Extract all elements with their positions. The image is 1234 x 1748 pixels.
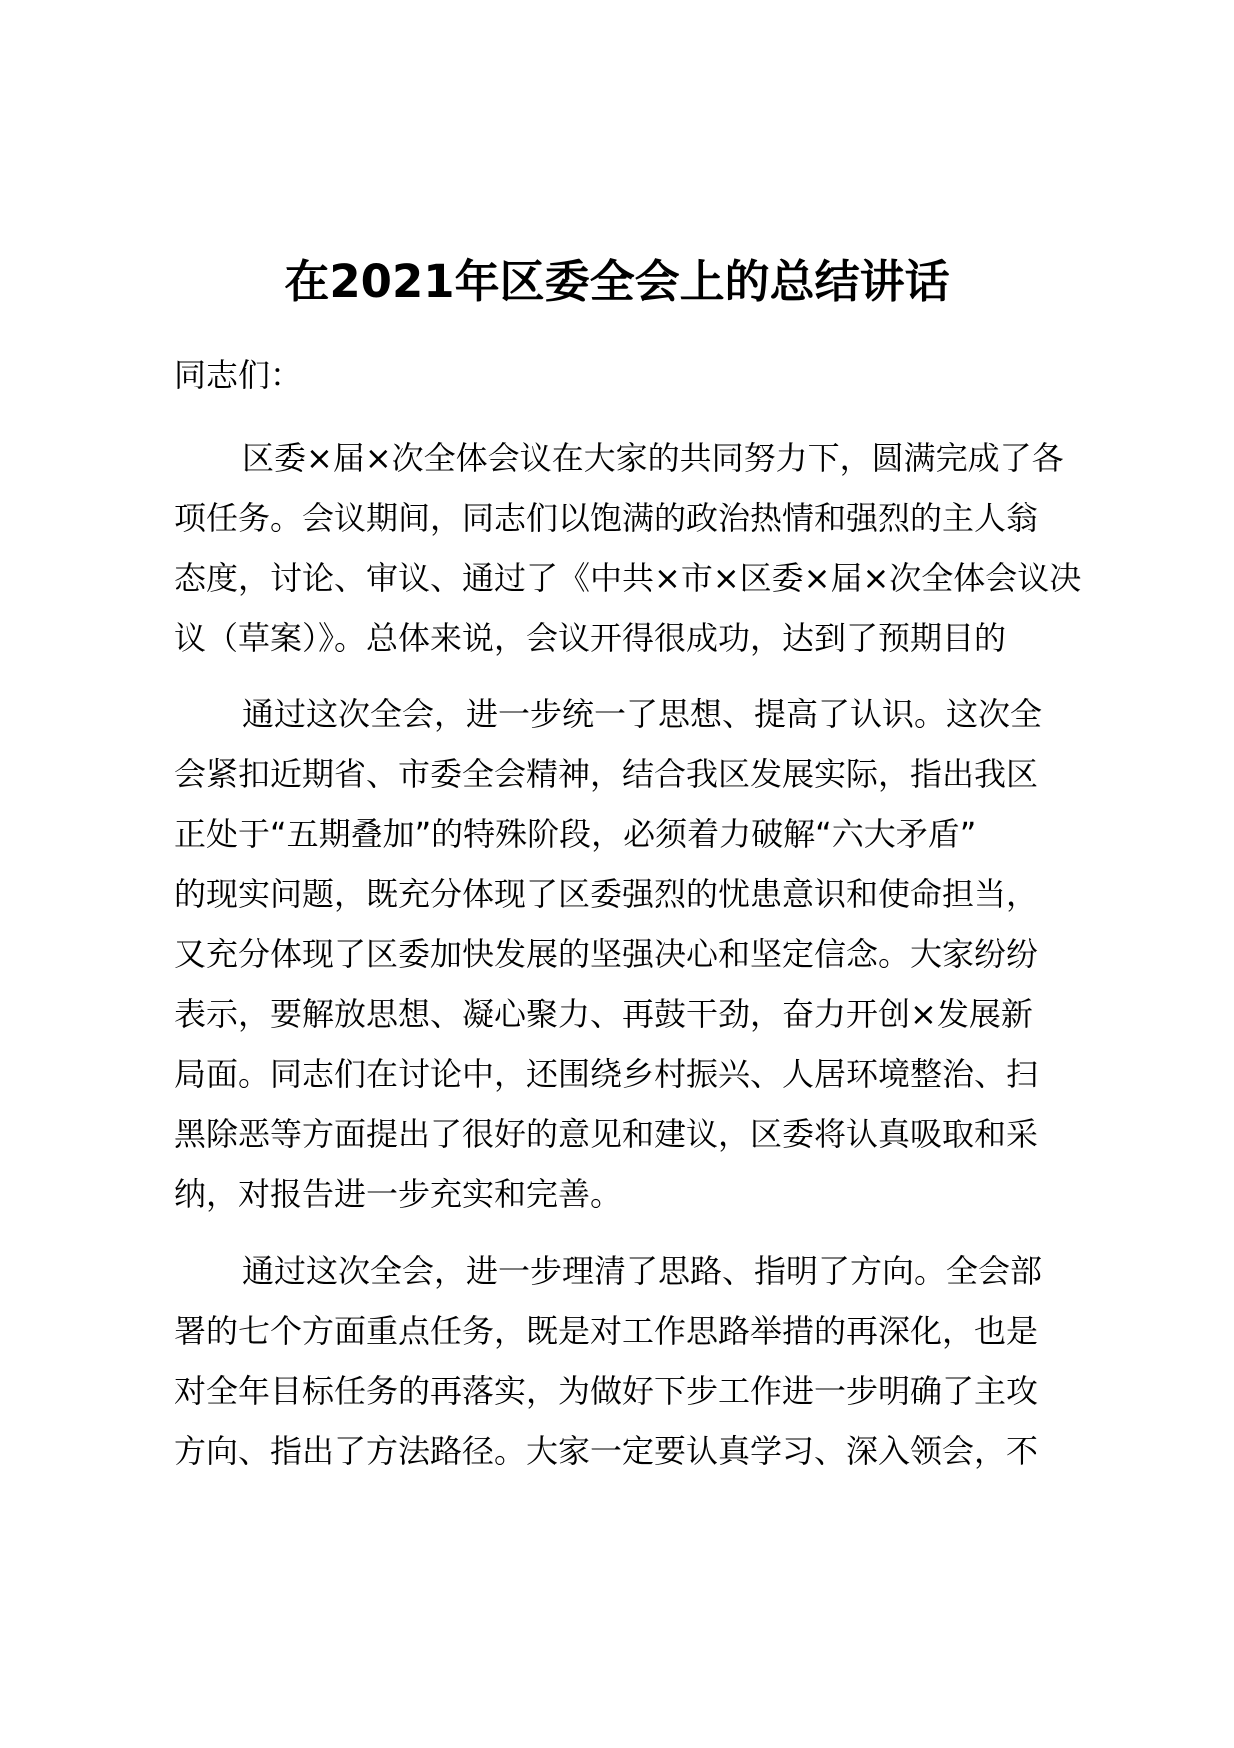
paragraph-3: [174, 1241, 1094, 1481]
paragraph-line: 议（草案）》。总体来说，会议开得很成功，达到了预期目的: [174, 619, 1007, 657]
paragraph-line: 又充分体现了区委加快发展的坚强决心和坚定信念。大家纷纷: [174, 935, 1039, 973]
paragraph-line: 对全年目标任务的再落实，为做好下步工作进一步明确了主攻: [174, 1372, 1039, 1410]
paragraph-line: 正处于“五期叠加”的特殊阶段，必须着力破解“六大矛盾”: [174, 815, 977, 853]
paragraph-line: 区委×届×次全体会议在大家的共同努力下，圆满完成了各: [242, 439, 1064, 477]
paragraph-1: [174, 428, 1094, 668]
paragraph-line: 会紧扣近期省、市委全会精神，结合我区发展实际，指出我区: [174, 755, 1039, 793]
paragraph-line: 通过这次全会，进一步统一了思想、提高了认识。这次全: [242, 695, 1043, 733]
paragraph-line: 纳，对报告进一步充实和完善。: [174, 1175, 623, 1213]
paragraph-line: 的现实问题，既充分体现了区委强烈的忧患意识和使命担当，: [174, 875, 1039, 913]
paragraph-line: 项任务。会议期间，同志们以饱满的政治热情和强烈的主人翁: [174, 499, 1039, 537]
paragraph-line: 黑除恶等方面提出了很好的意见和建议，区委将认真吸取和采: [174, 1115, 1039, 1153]
paragraph-line: 局面。同志们在讨论中，还围绕乡村振兴、人居环境整治、扫: [174, 1055, 1039, 1093]
paragraph-line: 通过这次全会，进一步理清了思路、指明了方向。全会部: [242, 1252, 1043, 1290]
paragraph-line: 署的七个方面重点任务，既是对工作思路举措的再深化，也是: [174, 1312, 1039, 1350]
greeting: 同志们：: [174, 356, 303, 394]
paragraph-line: 方向、指出了方法路径。大家一定要认真学习、深入领会，不: [174, 1432, 1039, 1470]
paragraph-line: 态度，讨论、审议、通过了《中共×市×区委×届×次全体会议决: [174, 559, 1082, 597]
paragraph-2: [174, 684, 1094, 1224]
paragraph-line: 表示，要解放思想、凝心聚力、再鼓干劲，奋力开创×发展新: [174, 995, 1033, 1033]
document-title: 在2021年区委全会上的总结讲话: [284, 255, 950, 308]
